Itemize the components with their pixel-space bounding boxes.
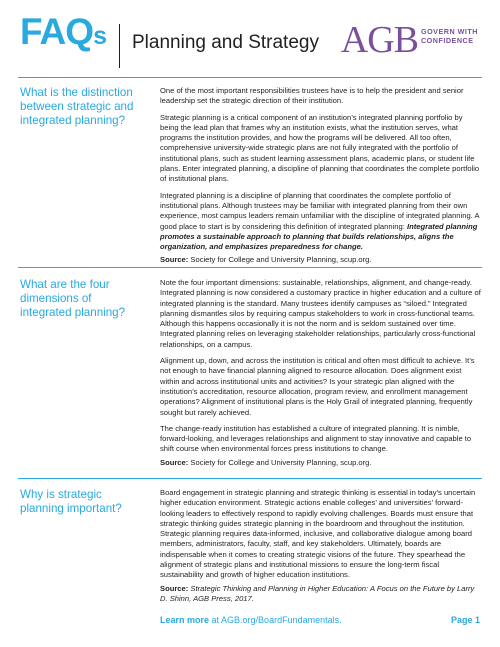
source-text: Strategic Thinking and Planning in Higher Education: A Focus on the Future by Larry D. Shinn, AGB Press, 2017. — [160, 583, 475, 603]
source-label: Source: — [160, 457, 189, 467]
answer-paragraph-text: Integrated planning is a discipline of planning that coordinates the complete portfolio of institutional plans. Although trustees may be familiar with integrated planning from their own experience, most campus leaders remain unfamiliar with the discipline of integrated planning. A good place to start is by considering this definition of integrated planning: — [160, 190, 480, 231]
agb-tagline-line-2: CONFIDENCE — [420, 35, 474, 45]
question-heading: What is the distinction between strategic and integrated planning? — [20, 86, 134, 128]
agb-logo — [340, 19, 478, 61]
header-rule — [18, 77, 482, 78]
section-divider — [18, 267, 482, 268]
learn-more-label: Learn more — [160, 615, 210, 625]
answer-body — [160, 488, 482, 610]
agb-logo-mark: AGB — [340, 19, 418, 61]
question-heading: Why is strategic planning important? — [20, 488, 122, 516]
faqs-logo — [20, 10, 106, 54]
page-header — [0, 0, 500, 78]
answer-body — [160, 86, 482, 272]
source-citation — [160, 458, 482, 468]
answer-paragraph: Strategic planning is a critical component of an institution’s integrated planning portfolio by being the lead plan that frames why an institution exists, what the institution serves, what programs the institution provides, and how the programs will be delivered. All too often, comprehensive university-wide strategic plans are not fully integrated with the portfolio of institutional plans, such as student learning assessment plans, academic plans, or student life plans. Enter integrated planning, a discipline of planning that coordinates the complete portfolio of institutional plans. — [160, 112, 480, 184]
page-title: Planning and Strategy — [132, 32, 319, 53]
answer-body — [160, 278, 482, 474]
answer-paragraph: One of the most important responsibilities trustees have is to help the president and senior leadership set the strategic direction of their institution. — [160, 86, 464, 106]
faq-logo-suffix: s — [93, 22, 106, 50]
source-text: Society for College and University Planning, scup.org. — [190, 255, 372, 265]
faq-logo-main: FAQ — [20, 11, 94, 52]
source-citation — [160, 255, 482, 265]
answer-paragraph — [160, 191, 482, 253]
page-number: Page 1 — [450, 615, 480, 625]
answer-paragraph: Board engagement in strategic planning and strategic thinking is essential in today’s uncertain higher education environment. Strategic actions enable colleges’ and universities’ forward-looking leaders to effectively respond to rapidly evolving challenges. Boards must ensure that strategic thinking guides strategic planning in the boardroom and throughout the institution. Strategic planning requires data-informed, inclusive, and collaborative dialogue among board members, administrators, faculty, staff, and key stakeholders. Ultimately, boards are indispensable when it comes to creating strategic visions of the future. They spearhead the alignment of strategic plans and institutional missions to ensure the long-term fiscal sustainability and growth of higher education institutions. — [160, 488, 476, 580]
learn-more-url: at AGB.org/BoardFundamentals. — [209, 615, 342, 625]
definition-emphasis: Integrated planning promotes a sustainable approach to planning that builds relationships, aligns the organization, and emphasizes preparedness for change. — [160, 221, 478, 252]
answer-paragraph: The change-ready institution has established a culture of integrated planning. It is nimble, forward-looking, and leverages relationships and alignment to stay innovative and capable to shift course when environmental forces press institutions to change. — [160, 423, 472, 454]
agb-tagline-line-1: GOVERN WITH — [420, 27, 478, 36]
section-divider — [18, 478, 482, 479]
answer-paragraph: Alignment up, down, and across the institution is critical and often most difficult to achieve. It’s not enough to have financial planning aligned to resource allocation. Does alignment exist within and across institutional units and activities? Is your strategic plan aligned with the institution’s accreditation, resource allocation, program review, and enrollment management operations? Alignment of institutional plans is the Holy Grail of integrated planning, frequently sought but rarely achieved. — [160, 356, 475, 417]
source-text: Society for College and University Planning, scup.org. — [190, 457, 372, 467]
learn-more-link[interactable] — [160, 615, 342, 625]
header-divider — [119, 24, 120, 68]
source-citation — [160, 584, 482, 605]
source-label: Source: — [160, 255, 189, 265]
question-heading: What are the four dimensions of integrated planning? — [20, 278, 126, 320]
agb-tagline — [421, 28, 478, 45]
answer-paragraph: Note the four important dimensions: sustainable, relationships, alignment, and change-ready. Integrated planning is now considered a customary practice in higher education and a culture of integrated planning is the standard. Many trustees identify campuses as “siloed.” Integrated planning dismantles silos by requiring campus stakeholders to work in cross-functional teams. Although this happens occasionally it is not the norm and is seldom sustained over time. Integrated planning relies on leveraging stakeholder relationships, particularly cross-functional relationships, on a campus. — [160, 278, 481, 349]
source-label: Source: — [160, 583, 189, 593]
